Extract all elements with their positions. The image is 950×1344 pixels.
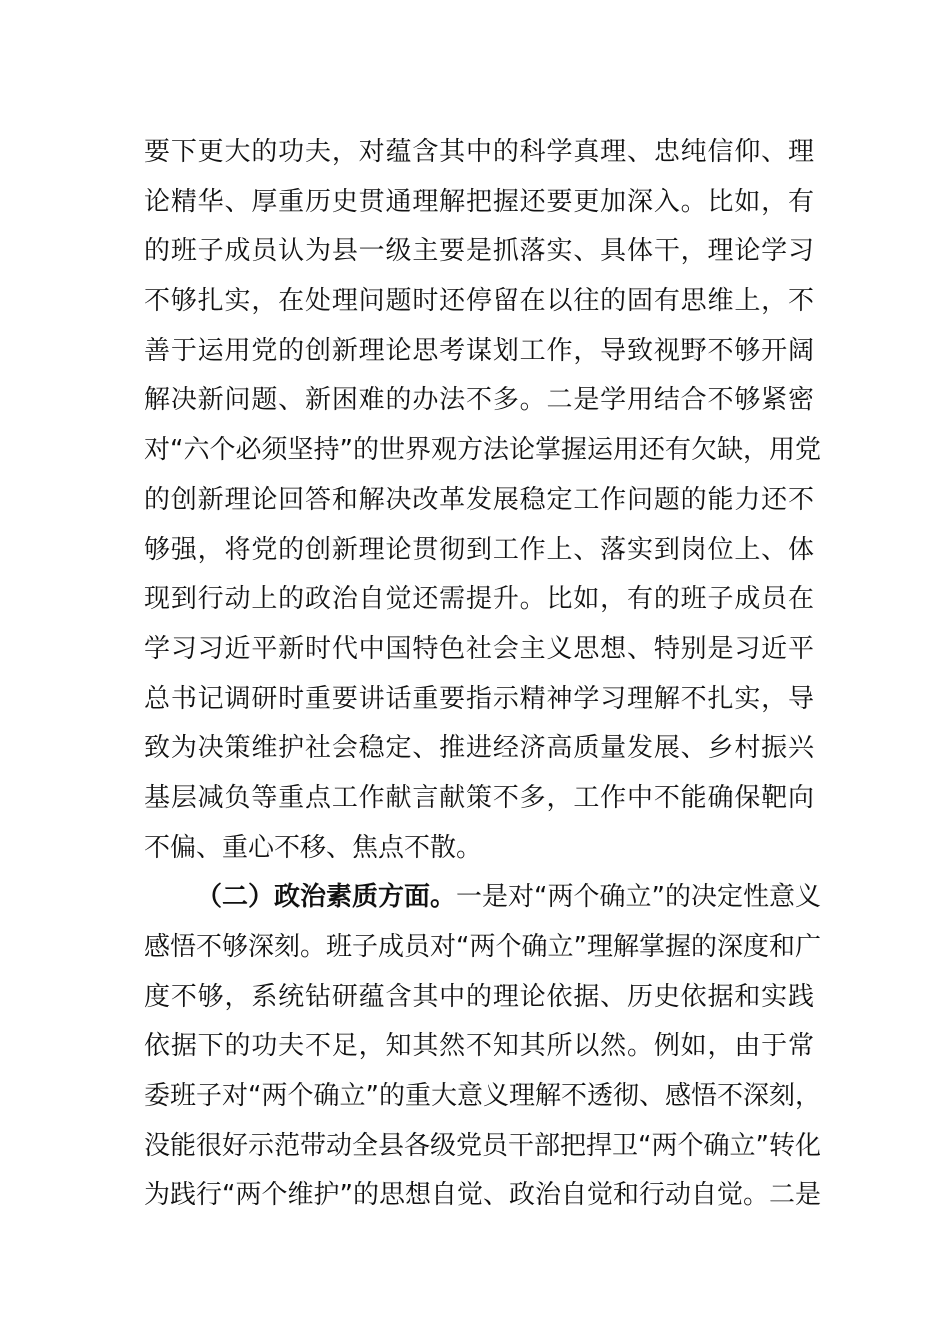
text-line: 度不够，系统钻研蕴含其中的理论依据、历史依据和实践 xyxy=(144,981,814,1012)
text-line: 委班子对“两个确立”的重大意义理解不透彻、感悟不深刻， xyxy=(144,1081,821,1112)
text-line: 不偏、重心不移、焦点不散。 xyxy=(144,832,483,863)
text-line: 要下更大的功夫，对蕴含其中的科学真理、忠纯信仰、理 xyxy=(144,137,814,167)
text-line: 现到行动上的政治自觉还需提升。比如，有的班子成员在 xyxy=(144,584,814,615)
paragraph-2 xyxy=(144,873,821,1221)
paragraph-1 xyxy=(144,128,821,873)
text-line: 没能很好示范带动全县各级党员干部把捍卫“两个确立”转化 xyxy=(144,1130,821,1161)
text-line: 致为决策维护社会稳定、推进经济高质量发展、乡村振兴 xyxy=(144,733,814,764)
text-line: 感悟不够深刻。班子成员对“两个确立”理解掌握的深度和广 xyxy=(144,932,821,962)
section-heading: （二）政治素质方面。 xyxy=(196,882,457,913)
text-line: 论精华、厚重历史贯通理解把握还要更加深入。比如，有 xyxy=(144,186,814,217)
text-line: 的班子成员认为县一级主要是抓落实、具体干，理论学习 xyxy=(144,236,814,267)
section-heading-line xyxy=(144,873,821,923)
text-line: 依据下的功夫不足，知其然不知其所以然。例如，由于常 xyxy=(144,1031,814,1062)
document-body xyxy=(144,128,821,1221)
text-line: 学习习近平新时代中国特色社会主义思想、特别是习近平 xyxy=(144,633,814,664)
text-line: 基层减负等重点工作献言献策不多，工作中不能确保靶向 xyxy=(144,782,814,813)
text-line: 解决新问题、新困难的办法不多。二是学用结合不够紧密 xyxy=(144,385,814,416)
text-line: 够强，将党的创新理论贯彻到工作上、落实到岗位上、体 xyxy=(144,534,814,565)
heading-line-rest: 一是对“两个确立”的决定性意义 xyxy=(456,882,821,913)
text-line: 对“六个必须坚持”的世界观方法论掌握运用还有欠缺，用党 xyxy=(144,435,821,466)
text-line: 总书记调研时重要讲话重要指示精神学习理解不扎实，导 xyxy=(144,683,814,714)
text-line: 不够扎实，在处理问题时还停留在以往的固有思维上，不 xyxy=(144,286,814,317)
text-line: 善于运用党的创新理论思考谋划工作，导致视野不够开阔 xyxy=(144,335,814,366)
text-line: 的创新理论回答和解决改革发展稳定工作问题的能力还不 xyxy=(144,484,814,515)
text-line: 为践行“两个维护”的思想自觉、政治自觉和行动自觉。二是 xyxy=(144,1180,821,1211)
